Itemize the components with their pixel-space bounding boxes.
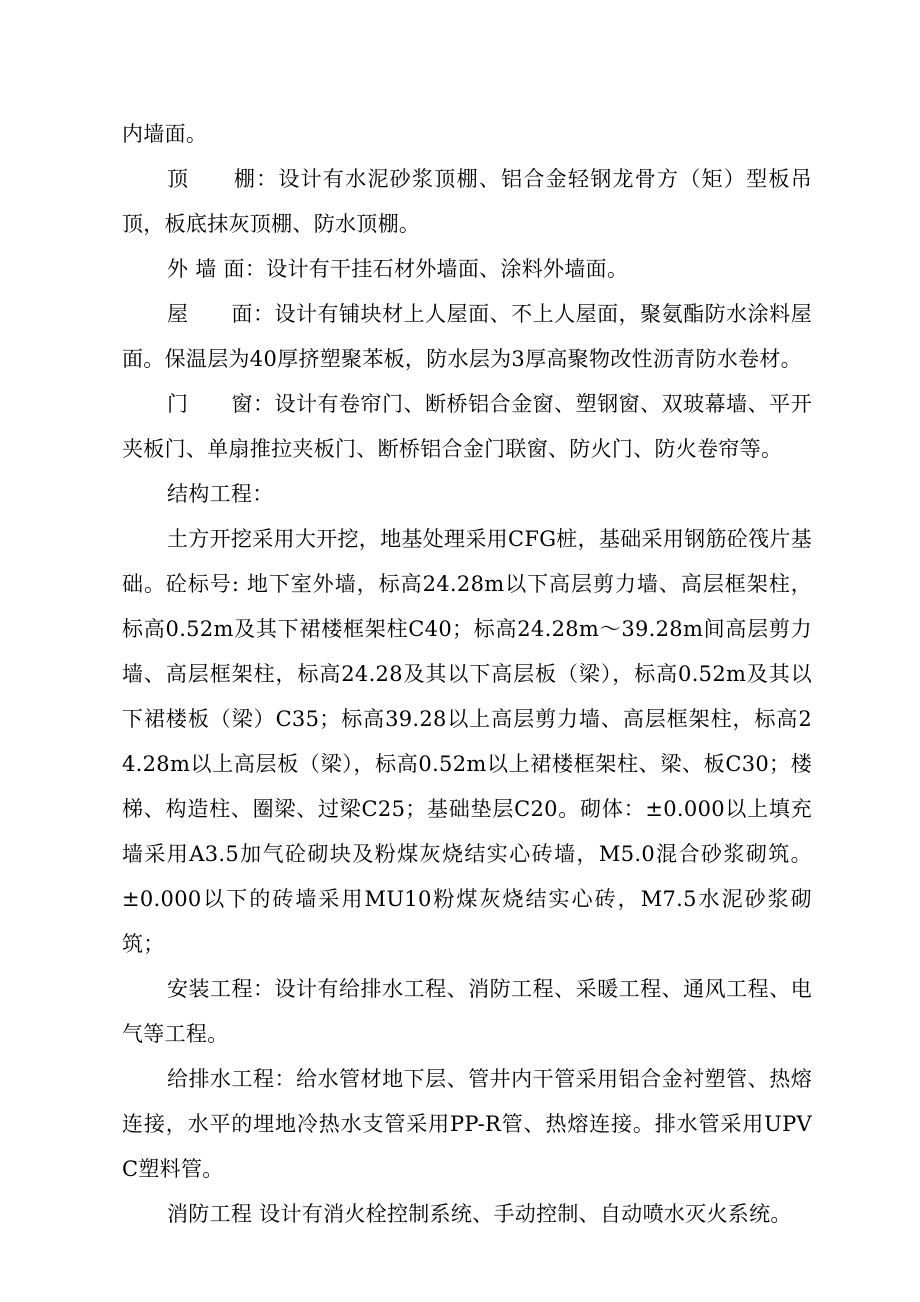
section-label-ceiling: 顶 棚	[167, 167, 257, 191]
section-label-exterior-wall: 外 墙 面	[167, 257, 245, 281]
paragraph-structural-details	[122, 517, 812, 967]
paragraph-text: ：设计有铺块材上人屋面、不上人屋面，聚氨酯防水涂料屋面。保温层为40厚挤塑聚苯板，防水层为3厚高聚物改性沥青防水卷材。	[122, 302, 812, 371]
paragraph-text: 结构工程：	[167, 482, 274, 506]
paragraph-installation-works	[122, 967, 812, 1057]
paragraph-text: 消防工程 设计有消火栓控制系统、手动控制、自动喷水灭火系统。	[167, 1202, 792, 1226]
paragraph-text: 土方开挖采用大开挖，地基处理采用CFG桩，基础采用钢筋砼筏片基础。砼标号: 地下室外墙，标高24.28m以下高层剪力墙、高层框架柱，标高0.52m及其下裙楼框架柱C40；标高24.28m～39.28m间高层剪力墙、高层框架柱，标高24.28及其以下高层板（梁），标高0.52m及其以下裙楼板（梁）C35；标高39.28以上高层剪力墙、高层框架柱，标高24.28m以上高层板（梁），标高0.52m以上裙楼框架柱、梁、板C30；楼梯、构造柱、圈梁、过梁C25；基础垫层C20。砌体：±0.000以上填充墙采用A3.5加气砼砌块及粉煤灰烧结实心砖墙，M5.0混合砂浆砌筑。±0.000以下的砖墙采用MU10粉煤灰烧结实心砖，M7.5水泥砂浆砌筑；	[122, 527, 812, 956]
paragraph-text: 安装工程：设计有给排水工程、消防工程、采暖工程、通风工程、电气等工程。	[122, 977, 812, 1046]
paragraph-plumbing-works	[122, 1057, 812, 1192]
paragraph-text: ：设计有卷帘门、断桥铝合金窗、塑钢窗、双玻幕墙、平开夹板门、单扇推拉夹板门、断桥铝合金门联窗、防火门、防火卷帘等。	[122, 392, 812, 461]
paragraph-text: 内墙面。	[122, 122, 208, 146]
paragraph-ceiling	[122, 157, 812, 247]
document-body	[122, 112, 812, 1237]
heading-structural-works	[122, 472, 812, 517]
paragraph-inner-wall-end	[122, 112, 812, 157]
section-label-doors-windows: 门 窗	[167, 392, 254, 416]
paragraph-text: 给排水工程：给水管材地下层、管井内干管采用铝合金衬塑管、热熔连接，水平的埋地冷热水支管采用PP-R管、热熔连接。排水管采用UPVC塑料管。	[122, 1067, 812, 1181]
paragraph-fire-protection	[122, 1192, 812, 1237]
paragraph-text: ：设计有干挂石材外墙面、涂料外墙面。	[244, 257, 629, 281]
paragraph-exterior-wall	[122, 247, 812, 292]
paragraph-doors-windows	[122, 382, 812, 472]
paragraph-text: ：设计有水泥砂浆顶棚、铝合金轻钢龙骨方（矩）型板吊顶，板底抹灰顶棚、防水顶棚。	[122, 167, 813, 236]
paragraph-roof	[122, 292, 812, 382]
section-label-roof: 屋 面	[167, 302, 254, 326]
